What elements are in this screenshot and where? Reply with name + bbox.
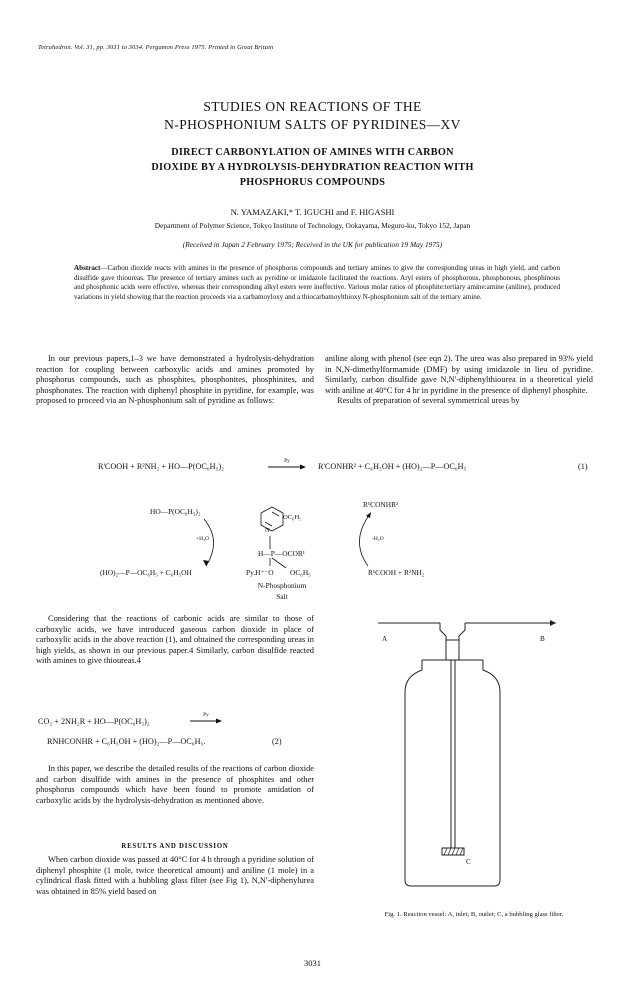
section-heading: RESULTS AND DISCUSSION — [121, 843, 229, 850]
scheme-phenoxy: OC₆H₅ — [283, 514, 302, 521]
scheme-salt-label-2: Salt — [276, 592, 288, 601]
arc-right — [359, 514, 370, 566]
abstract-text: —Carbon dioxide reacts with amines in the presence of phosphorus compounds and tertiary amines to give the corresponding ureas in high yield, and carbon disulfide gave thioureas. The presence of tertiary amines such as pyridine or imidazole facilitated the reactions. Aryl esters of phosphorous, phosphonous, phosphinous and phosphonic acids were effective, whereas their corresponding alkyl esters were ineffective. Various molar ratios of phosphite:tertiary amine:amine (aniline), produced variations in yield showing that the reaction proceeds via a carbamoyloxy and a thiocarbamoylthioxy N-phosphonium salt of the tertiary amine. — [74, 264, 560, 302]
figure-label-a: A — [382, 635, 388, 643]
equation-1-reactants: R'COOH + R²NH₂ + HO—P(OC₆H₅)₂ — [98, 462, 225, 471]
scheme-acid-amine: R¹COOH + R²NH₂ — [368, 568, 425, 577]
equation-1-products: R'CONHR² + C₆H₅OH + (HO)₂—P—OC₆H₅ — [318, 462, 467, 471]
reaction-vessel-drawing — [378, 623, 556, 886]
equation-1-arrow-label: Py — [284, 458, 290, 464]
arc-left — [204, 519, 214, 566]
equation-2-line-1: CO₂ + 2NH₂R + HO—P(OC₆H₅)₂ — [38, 717, 150, 726]
paragraph-carbonic-text: Considering that the reactions of carbonic acids are similar to those of carboxylic acids, we have introduced gaseous carbon dioxide in place of carboxylic acids in the above reaction (1), and obtained the corresponding ureas in high yields, as shown in our previous paper.4 Similarly, carbon disulfide reacted with amines to give thioureas.4 — [36, 614, 314, 666]
received-dates: (Received in Japan 2 February 1975; Received in the UK for publication 19 May 1975) — [182, 240, 443, 249]
paragraph-results — [36, 855, 314, 897]
scheme-pyridinium: Py.H⁺⁻O — [246, 568, 274, 577]
scheme-salt-label-1: N-Phosphonium — [257, 581, 307, 590]
equation-2-line-2: RNHCONHR + C₆H₅OH + (HO)₂—P—OC₆H₅. — [47, 737, 206, 746]
scheme-phenoxy-b: OC₆H₅ — [290, 568, 311, 577]
journal-header: Tetrahedron. Vol. 31, pp. 3031 to 3034. Pergamon Press 1975. Printed in Great Britain — [38, 44, 274, 51]
scheme-amide: R¹CONHR² — [363, 500, 399, 509]
title-line-2: N-PHOSPHONIUM SALTS OF PYRIDINES—XV — [164, 117, 461, 132]
figure-label-b: B — [540, 635, 545, 643]
paragraph-carbonic — [36, 614, 314, 667]
abstract-label: Abstract — [74, 264, 101, 272]
scheme-acyloxy-phosphorus: H—P—OCOR¹ — [258, 549, 305, 558]
paragraph-this-paper — [36, 764, 314, 806]
scheme-minus-water: -H₂O — [372, 536, 384, 542]
intro-right-paragraph-1: aniline along with phenol (see eqn 2). The urea was also prepared in 93% yield in N,N-dimethylformamide (DMF) by using imidazole in lieu of pyridine. Similarly, carbon disulfide gave N,N'-diphenylthiourea in a theoretical yield with aniline at 40°C for 4 hr in pyridine in the presence of diphenyl phosphite. — [325, 354, 593, 395]
intro-left-paragraph: In our previous papers,1–3 we have demonstrated a hydrolysis-dehydration reaction for coupling between carboxylic acids and amines promoted by phosphorus compounds, such as phosphites, phosphonites, phosphinites, and phosphonates. The reaction with diphenyl phosphite in pyridine, for example, was proposed to proceed via an N-phosphonium salt of pyridine as follows: — [36, 354, 314, 406]
intro-right-paragraph-2: Results of preparation of several symmetrical ureas by — [337, 396, 520, 406]
scheme-phosphite: HO—P(OC₆H₅)₂ — [150, 507, 201, 516]
authors: N. YAMAZAKI,* T. IGUCHI and F. HIGASHI — [230, 207, 395, 217]
paragraph-results-text: When carbon dioxide was passed at 40°C for 4 h through a pyridine solution of diphenyl phosphite (1 mole, twice theoretical amount) and aniline (1 mole) in a cylindrical flask fitted with a bubbling glass filter (see Fig 1), N,N'-diphenylurea was obtained in 85% yield based on — [36, 855, 314, 896]
scheme-plus-water: +H₂O — [196, 536, 209, 542]
scheme-pyridine-n: N — [265, 527, 270, 534]
paragraph-this-paper-text: In this paper, we describe the detailed results of the reactions of carbon dioxide and carbon disulfide with amines in the presence of phosphites and other phosphorus compounds which have been found to promote amidation of carboxylic acids by the hydrolysis-dehydration as mentioned above. — [36, 764, 314, 805]
equation-2-arrow — [190, 712, 222, 724]
equation-2-arrow-label: Py — [203, 712, 209, 718]
affiliation: Department of Polymer Science, Tokyo Institute of Technology, Ookayama, Meguro-ku, Tokyo 152, Japan — [154, 221, 471, 230]
scheme-phosphite-product: (HO)₂—P—OC₆H₅ + C₆H₅OH — [100, 568, 192, 577]
figure-caption: Fig. 1. Reaction vessel: A, inlet; B, outlet; C, a bubbling glass filter. — [384, 911, 564, 918]
subtitle-line-3: PHOSPHORUS COMPOUNDS — [239, 177, 386, 188]
pyridine-ring — [261, 507, 283, 531]
equation-2-number: (2) — [272, 737, 282, 746]
equation-1-number: (1) — [578, 462, 588, 471]
title-line-1: STUDIES ON REACTIONS OF THE — [203, 99, 422, 114]
subtitle-line-1: DIRECT CARBONYLATION OF AMINES WITH CARBON — [171, 147, 454, 158]
figure-label-c: C — [466, 858, 471, 866]
subtitle-line-2: DIOXIDE BY A HYDROLYSIS-DEHYDRATION REACTION WITH — [151, 162, 474, 173]
page-number: 3031 — [304, 958, 321, 968]
